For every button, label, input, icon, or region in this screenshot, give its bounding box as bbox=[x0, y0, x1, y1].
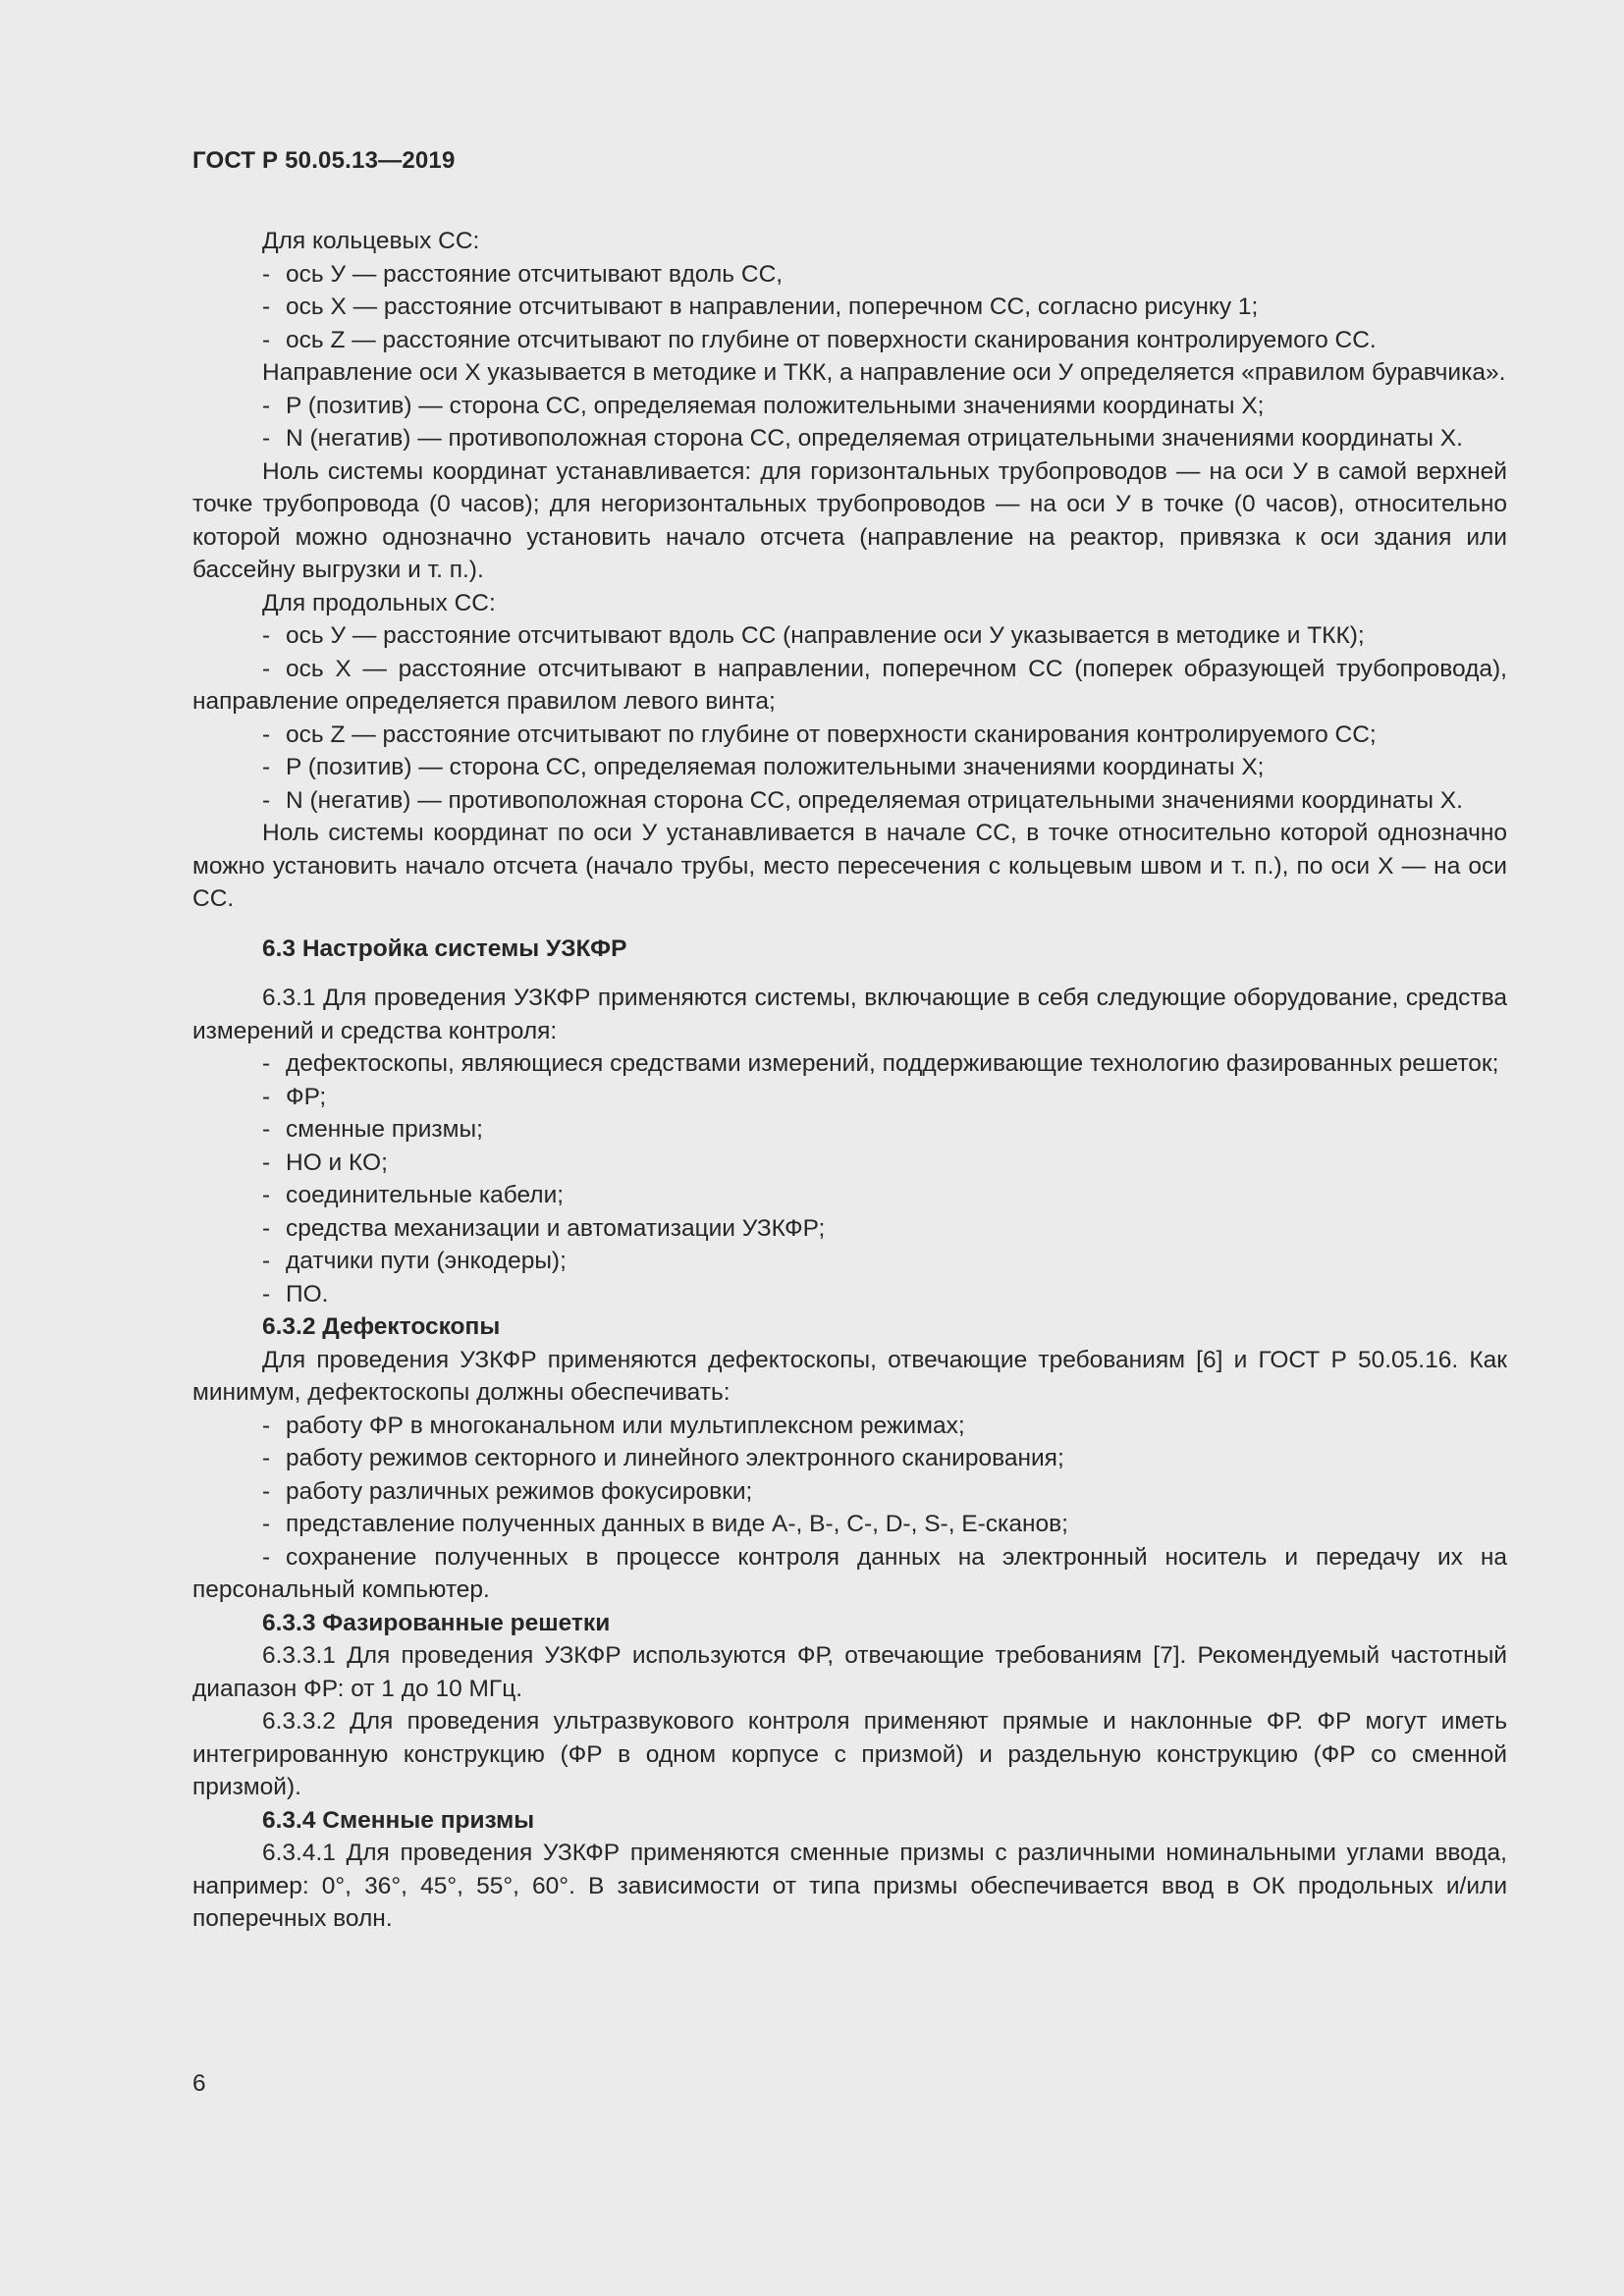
list-item-text: работу различных режимов фокусировки; bbox=[286, 1477, 753, 1505]
list-item bbox=[192, 324, 1507, 357]
list-dash: - bbox=[262, 754, 271, 780]
paragraph: Ноль системы координат устанавливается: для горизонтальных трубопроводов — на оси У в самой верхней точке трубопровода (0 часов); для негоризонтальных трубопроводов — на оси У в точке (0 часов), относительно которой можно однозначно установить начало отсчета (направление на реактор, привязка к оси здания или бассейну выгрузки и т. п.). bbox=[192, 457, 1507, 583]
paragraph: 6.3.1 Для проведения УЗКФР применяются системы, включающие в себя следующие оборудование, средства измерений и средства контроля: bbox=[192, 985, 1507, 1044]
list-dash: - bbox=[262, 1116, 271, 1143]
paragraph: Для продольных СС: bbox=[262, 589, 496, 616]
list-item bbox=[192, 1475, 1507, 1509]
list-item bbox=[192, 1245, 1507, 1278]
list-item-text: работу ФР в многоканальном или мультиплексном режимах; bbox=[286, 1412, 965, 1439]
list-item-text: P (позитив) — сторона СС, определяемая положительными значениями координаты X; bbox=[286, 754, 1265, 780]
list-item bbox=[192, 1508, 1507, 1541]
list-item bbox=[192, 1278, 1507, 1311]
list-dash: - bbox=[262, 425, 271, 452]
list-item bbox=[192, 1179, 1507, 1212]
list-dash: - bbox=[262, 1511, 271, 1537]
list-item bbox=[192, 1541, 1507, 1607]
list-item-text: ось У — расстояние отсчитывают вдоль СС (направление оси У указывается в методике и ТКК); bbox=[286, 622, 1365, 649]
paragraph: Ноль системы координат по оси У устанавливается в начале СС, в точке относительно которой однозначно можно установить начало отсчета (начало трубы, место пересечения с кольцевым швом и т. п.), по оси X — на оси СС. bbox=[192, 820, 1507, 912]
list-dash: - bbox=[262, 721, 271, 748]
list-item-text: ПО. bbox=[286, 1280, 329, 1308]
list-item-text: работу режимов секторного и линейного электронного сканирования; bbox=[286, 1445, 1064, 1471]
list-dash: - bbox=[262, 622, 271, 649]
list-item-text: датчики пути (энкодеры); bbox=[286, 1248, 567, 1274]
list-item bbox=[192, 390, 1507, 423]
subsection-heading: 6.3.4 Сменные призмы bbox=[262, 1806, 535, 1834]
list-item bbox=[192, 1113, 1507, 1147]
list-item bbox=[192, 1081, 1507, 1114]
paragraph: 6.3.3.2 Для проведения ультразвукового контроля применяют прямые и наклонные ФР. ФР могут иметь интегрированную конструкцию (ФР в одном корпусе с призмой) и раздельную конструкцию (ФР со сменной призмой). bbox=[192, 1708, 1507, 1800]
page-header: ГОСТ Р 50.05.13—2019 bbox=[192, 147, 456, 174]
list-item-text: ось Z — расстояние отсчитывают по глубине от поверхности сканирования контролируемого СС. bbox=[286, 326, 1377, 353]
list-item-text: N (негатив) — противоположная сторона СС, определяемая отрицательными значениями координаты X. bbox=[286, 425, 1463, 452]
list-item-text: сохранение полученных в процессе контроля данных на электронный носитель и передачу их на персональный компьютер. bbox=[192, 1543, 1507, 1603]
list-item bbox=[192, 258, 1507, 292]
paragraph: 6.3.3.1 Для проведения УЗКФР используются ФР, отвечающие требованиям [7]. Рекомендуемый частотный диапазон ФР: от 1 до 10 МГц. bbox=[192, 1642, 1507, 1702]
list-dash: - bbox=[262, 1248, 271, 1274]
list-item-text: соединительные кабели; bbox=[286, 1182, 565, 1208]
list-dash: - bbox=[262, 1148, 271, 1176]
list-dash: - bbox=[262, 655, 271, 682]
list-dash: - bbox=[262, 1182, 271, 1208]
list-item bbox=[192, 784, 1507, 818]
list-item bbox=[192, 1047, 1507, 1081]
list-item bbox=[192, 1410, 1507, 1443]
list-item-text: сменные призмы; bbox=[286, 1116, 483, 1143]
list-item-text: НО и КО; bbox=[286, 1148, 388, 1176]
list-item-text: ось X — расстояние отсчитывают в направлении, поперечном СС (поперек образующей трубопровода), направление определяется правилом левого винта; bbox=[192, 655, 1507, 715]
list-dash: - bbox=[262, 1412, 271, 1439]
list-dash: - bbox=[262, 1543, 271, 1571]
paragraph: Для кольцевых СС: bbox=[262, 228, 480, 254]
list-item bbox=[192, 1212, 1507, 1246]
subsection-heading: 6.3.3 Фазированные решетки bbox=[262, 1609, 611, 1636]
list-item-text: ось X — расстояние отсчитывают в направлении, поперечном СС, согласно рисунку 1; bbox=[286, 294, 1259, 320]
list-dash: - bbox=[262, 1477, 271, 1505]
list-dash: - bbox=[262, 326, 271, 353]
list-dash: - bbox=[262, 786, 271, 814]
list-item-text: P (позитив) — сторона СС, определяемая положительными значениями координаты X; bbox=[286, 392, 1265, 419]
list-item bbox=[192, 291, 1507, 324]
list-item bbox=[192, 619, 1507, 653]
page-content bbox=[192, 225, 1507, 1936]
list-item-text: ось Z — расстояние отсчитывают по глубине от поверхности сканирования контролируемого СС; bbox=[286, 721, 1377, 748]
list-dash: - bbox=[262, 392, 271, 419]
list-dash: - bbox=[262, 1050, 271, 1077]
list-item-text: средства механизации и автоматизации УЗКФР; bbox=[286, 1214, 826, 1242]
list-dash: - bbox=[262, 1445, 271, 1471]
paragraph: Для проведения УЗКФР применяются дефектоскопы, отвечающие требованиям [6] и ГОСТ Р 50.05.16. Как минимум, дефектоскопы должны обеспечивать: bbox=[192, 1346, 1507, 1406]
paragraph: Направление оси X указывается в методике и ТКК, а направление оси У определяется «правилом буравчика». bbox=[262, 359, 1506, 386]
list-dash: - bbox=[262, 260, 271, 288]
list-dash: - bbox=[262, 1280, 271, 1308]
list-item-text: дефектоскопы, являющиеся средствами измерений, поддерживающие технологию фазированных решеток; bbox=[286, 1050, 1499, 1077]
paragraph: 6.3.4.1 Для проведения УЗКФР применяются сменные призмы с различными номинальными углами ввода, например: 0°, 36°, 45°, 55°, 60°. В зависимости от типа призмы обеспечивается ввод в ОК продольных и/или поперечных волн. bbox=[192, 1840, 1507, 1932]
list-item bbox=[192, 1442, 1507, 1475]
list-item bbox=[192, 422, 1507, 455]
list-item-text: N (негатив) — противоположная сторона СС, определяемая отрицательными значениями координаты X. bbox=[286, 786, 1463, 814]
list-dash: - bbox=[262, 294, 271, 320]
list-item bbox=[192, 751, 1507, 784]
list-item bbox=[192, 1147, 1507, 1180]
list-dash: - bbox=[262, 1214, 271, 1242]
list-item bbox=[192, 719, 1507, 752]
list-item-text: ось У — расстояние отсчитывают вдоль СС, bbox=[286, 260, 784, 288]
list-item-text: ФР; bbox=[286, 1083, 327, 1110]
subsection-heading: 6.3.2 Дефектоскопы bbox=[262, 1313, 501, 1340]
page-number: 6 bbox=[192, 2070, 206, 2097]
list-item-text: представление полученных данных в виде А-, B-, C-, D-, S-, E-сканов; bbox=[286, 1511, 1068, 1537]
list-item bbox=[192, 653, 1507, 719]
list-dash: - bbox=[262, 1083, 271, 1110]
section-heading: 6.3 Настройка системы УЗКФР bbox=[262, 934, 627, 962]
